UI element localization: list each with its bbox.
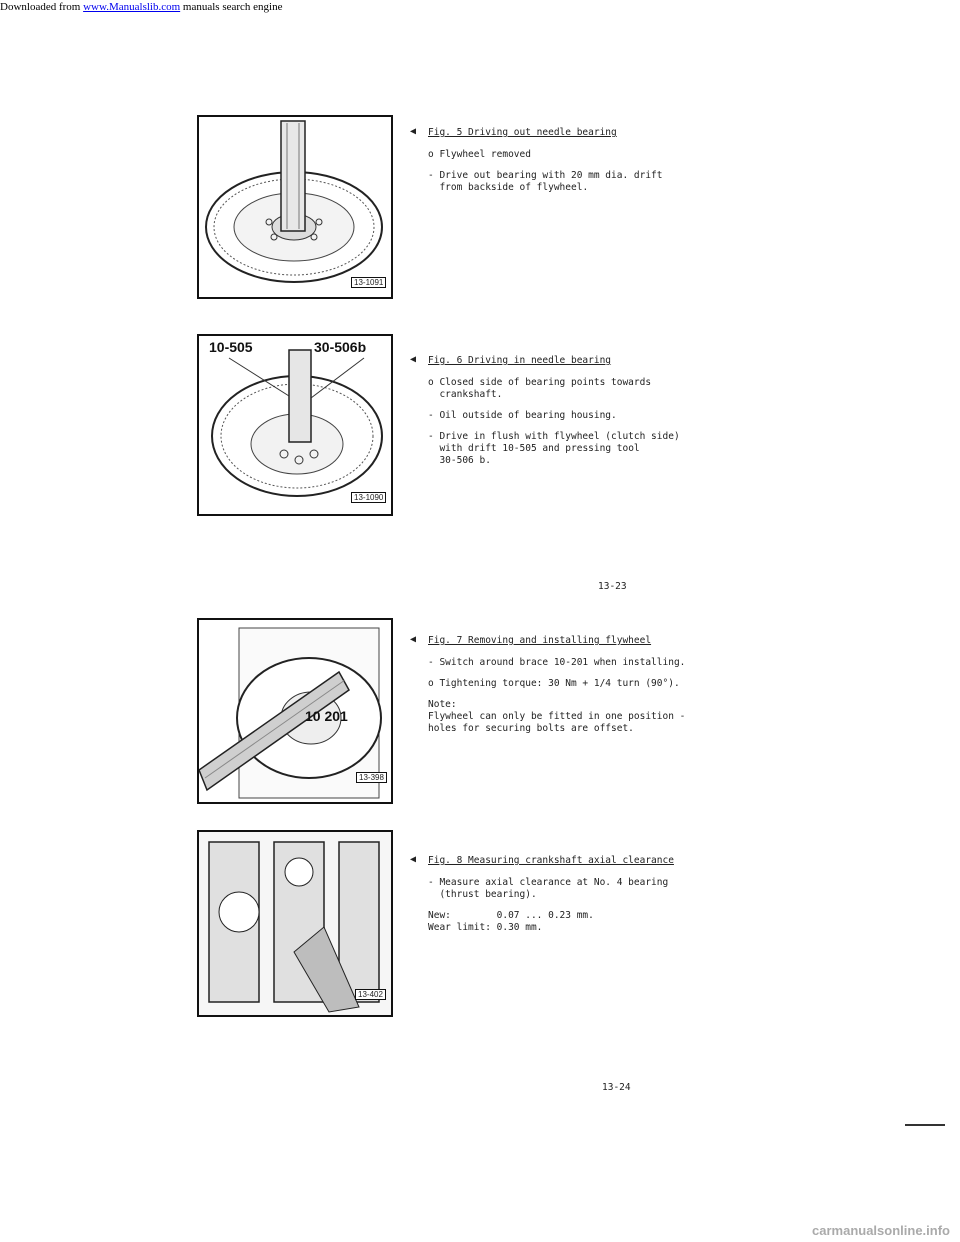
fig8-spec: New: 0.07 ... 0.23 mm. Wear limit: 0.30 mm. — [428, 910, 594, 933]
page-number: 13-23 — [598, 581, 627, 592]
fig6-image-label: 13-1090 — [351, 492, 386, 503]
fig7-note: Note: Flywheel can only be fitted in one position - holes for securing bolts are offset. — [428, 699, 686, 734]
fig6-item: o Closed side of bearing points towards crankshaft. — [428, 377, 652, 400]
tool-label-10-201: 10 201 — [305, 708, 348, 724]
pointer-arrow-icon: ◀ — [410, 634, 417, 645]
fig7-title: Fig. 7 Removing and installing flywheel — [428, 635, 652, 646]
fig8-title: Fig. 8 Measuring crankshaft axial clearance — [428, 855, 674, 866]
download-banner — [0, 0, 282, 14]
fig5-item: o Flywheel removed — [428, 149, 531, 160]
tool-label-30-506b: 30-506b — [314, 339, 367, 355]
fig8-illustration — [197, 830, 393, 1017]
tool-label-10-505: 10-505 — [209, 339, 253, 355]
manualslib-link[interactable]: www.Manualslib.com — [83, 1, 181, 13]
fig6-title: Fig. 6 Driving in needle bearing — [428, 355, 612, 366]
crankshaft-gauge-drawing — [199, 832, 391, 1015]
pointer-arrow-icon: ◀ — [410, 354, 417, 365]
fig6-item: - Oil outside of bearing housing. — [428, 410, 617, 421]
fig7-illustration — [197, 618, 393, 804]
banner-suffix: manuals search engine — [180, 1, 283, 13]
page-number: 13-24 — [602, 1082, 631, 1093]
flywheel-press-drawing — [199, 336, 391, 514]
pointer-arrow-icon: ◀ — [410, 854, 417, 865]
fig8-caption — [410, 854, 718, 943]
fig5-image-label: 13-1091 — [351, 277, 386, 288]
footer-watermark: carmanualsonline.info — [812, 1223, 950, 1238]
fig5-caption — [410, 126, 708, 203]
fig6-illustration — [197, 334, 393, 516]
fig8-item: - Measure axial clearance at No. 4 bearing (thrust bearing). — [428, 877, 669, 900]
banner-prefix: Downloaded from — [0, 1, 84, 13]
pointer-arrow-icon: ◀ — [410, 126, 417, 137]
fig7-item: - Switch around brace 10-201 when installing. — [428, 657, 686, 668]
fig7-caption — [410, 634, 718, 744]
edge-mark — [905, 1124, 945, 1126]
fig7-item: o Tightening torque: 30 Nm + 1/4 turn (90°). — [428, 678, 680, 689]
fig6-caption — [410, 354, 708, 476]
fig5-item: - Drive out bearing with 20 mm dia. drift from backside of flywheel. — [428, 170, 663, 193]
fig5-illustration — [197, 115, 393, 299]
fig7-image-label: 13-398 — [356, 772, 387, 783]
fig8-image-label: 13-402 — [355, 989, 386, 1000]
fig5-title: Fig. 5 Driving out needle bearing — [428, 127, 617, 138]
fig6-item: - Drive in flush with flywheel (clutch side) with drift 10-505 and pressing tool 30-506 b. — [428, 431, 680, 466]
flywheel-drift-drawing — [199, 117, 391, 297]
